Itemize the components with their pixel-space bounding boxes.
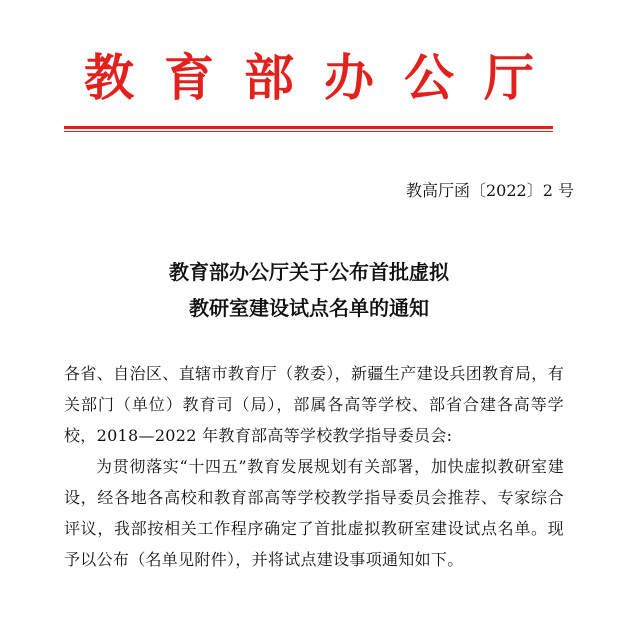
document-number: 教高厅函〔2022〕2 号 (406, 181, 574, 200)
body-paragraph-1: 为贯彻落实“十四五”教育发展规划有关部署，加快虚拟教研室建设，经各地各高校和教育部高等学校教学指导委员会推荐、专家综合评议，我部按相关工作程序确定了首批虚拟教研室建设试点名单。现予以公布（名单见附件），并将试点建设事项通知如下。 (64, 457, 564, 569)
issuing-authority-header: 教育部办公厅 (84, 48, 564, 107)
red-header-rule-bottom (64, 131, 553, 132)
document-body (64, 358, 564, 575)
document-title-line-1: 教育部办公厅关于公布首批虚拟 (169, 260, 449, 284)
salutation-paragraph: 各省、自治区、直辖市教育厅（教委），新疆生产建设兵团教育局，有关部门（单位）教育司（局），部属各高等学校、部省合建各高等学校，2018—2022 年教育部高等学校教学指导委员会: (64, 364, 564, 445)
document-title-line-2: 教研室建设试点名单的通知 (189, 296, 429, 320)
red-header-rule-top (64, 126, 553, 129)
document-title (0, 254, 618, 326)
